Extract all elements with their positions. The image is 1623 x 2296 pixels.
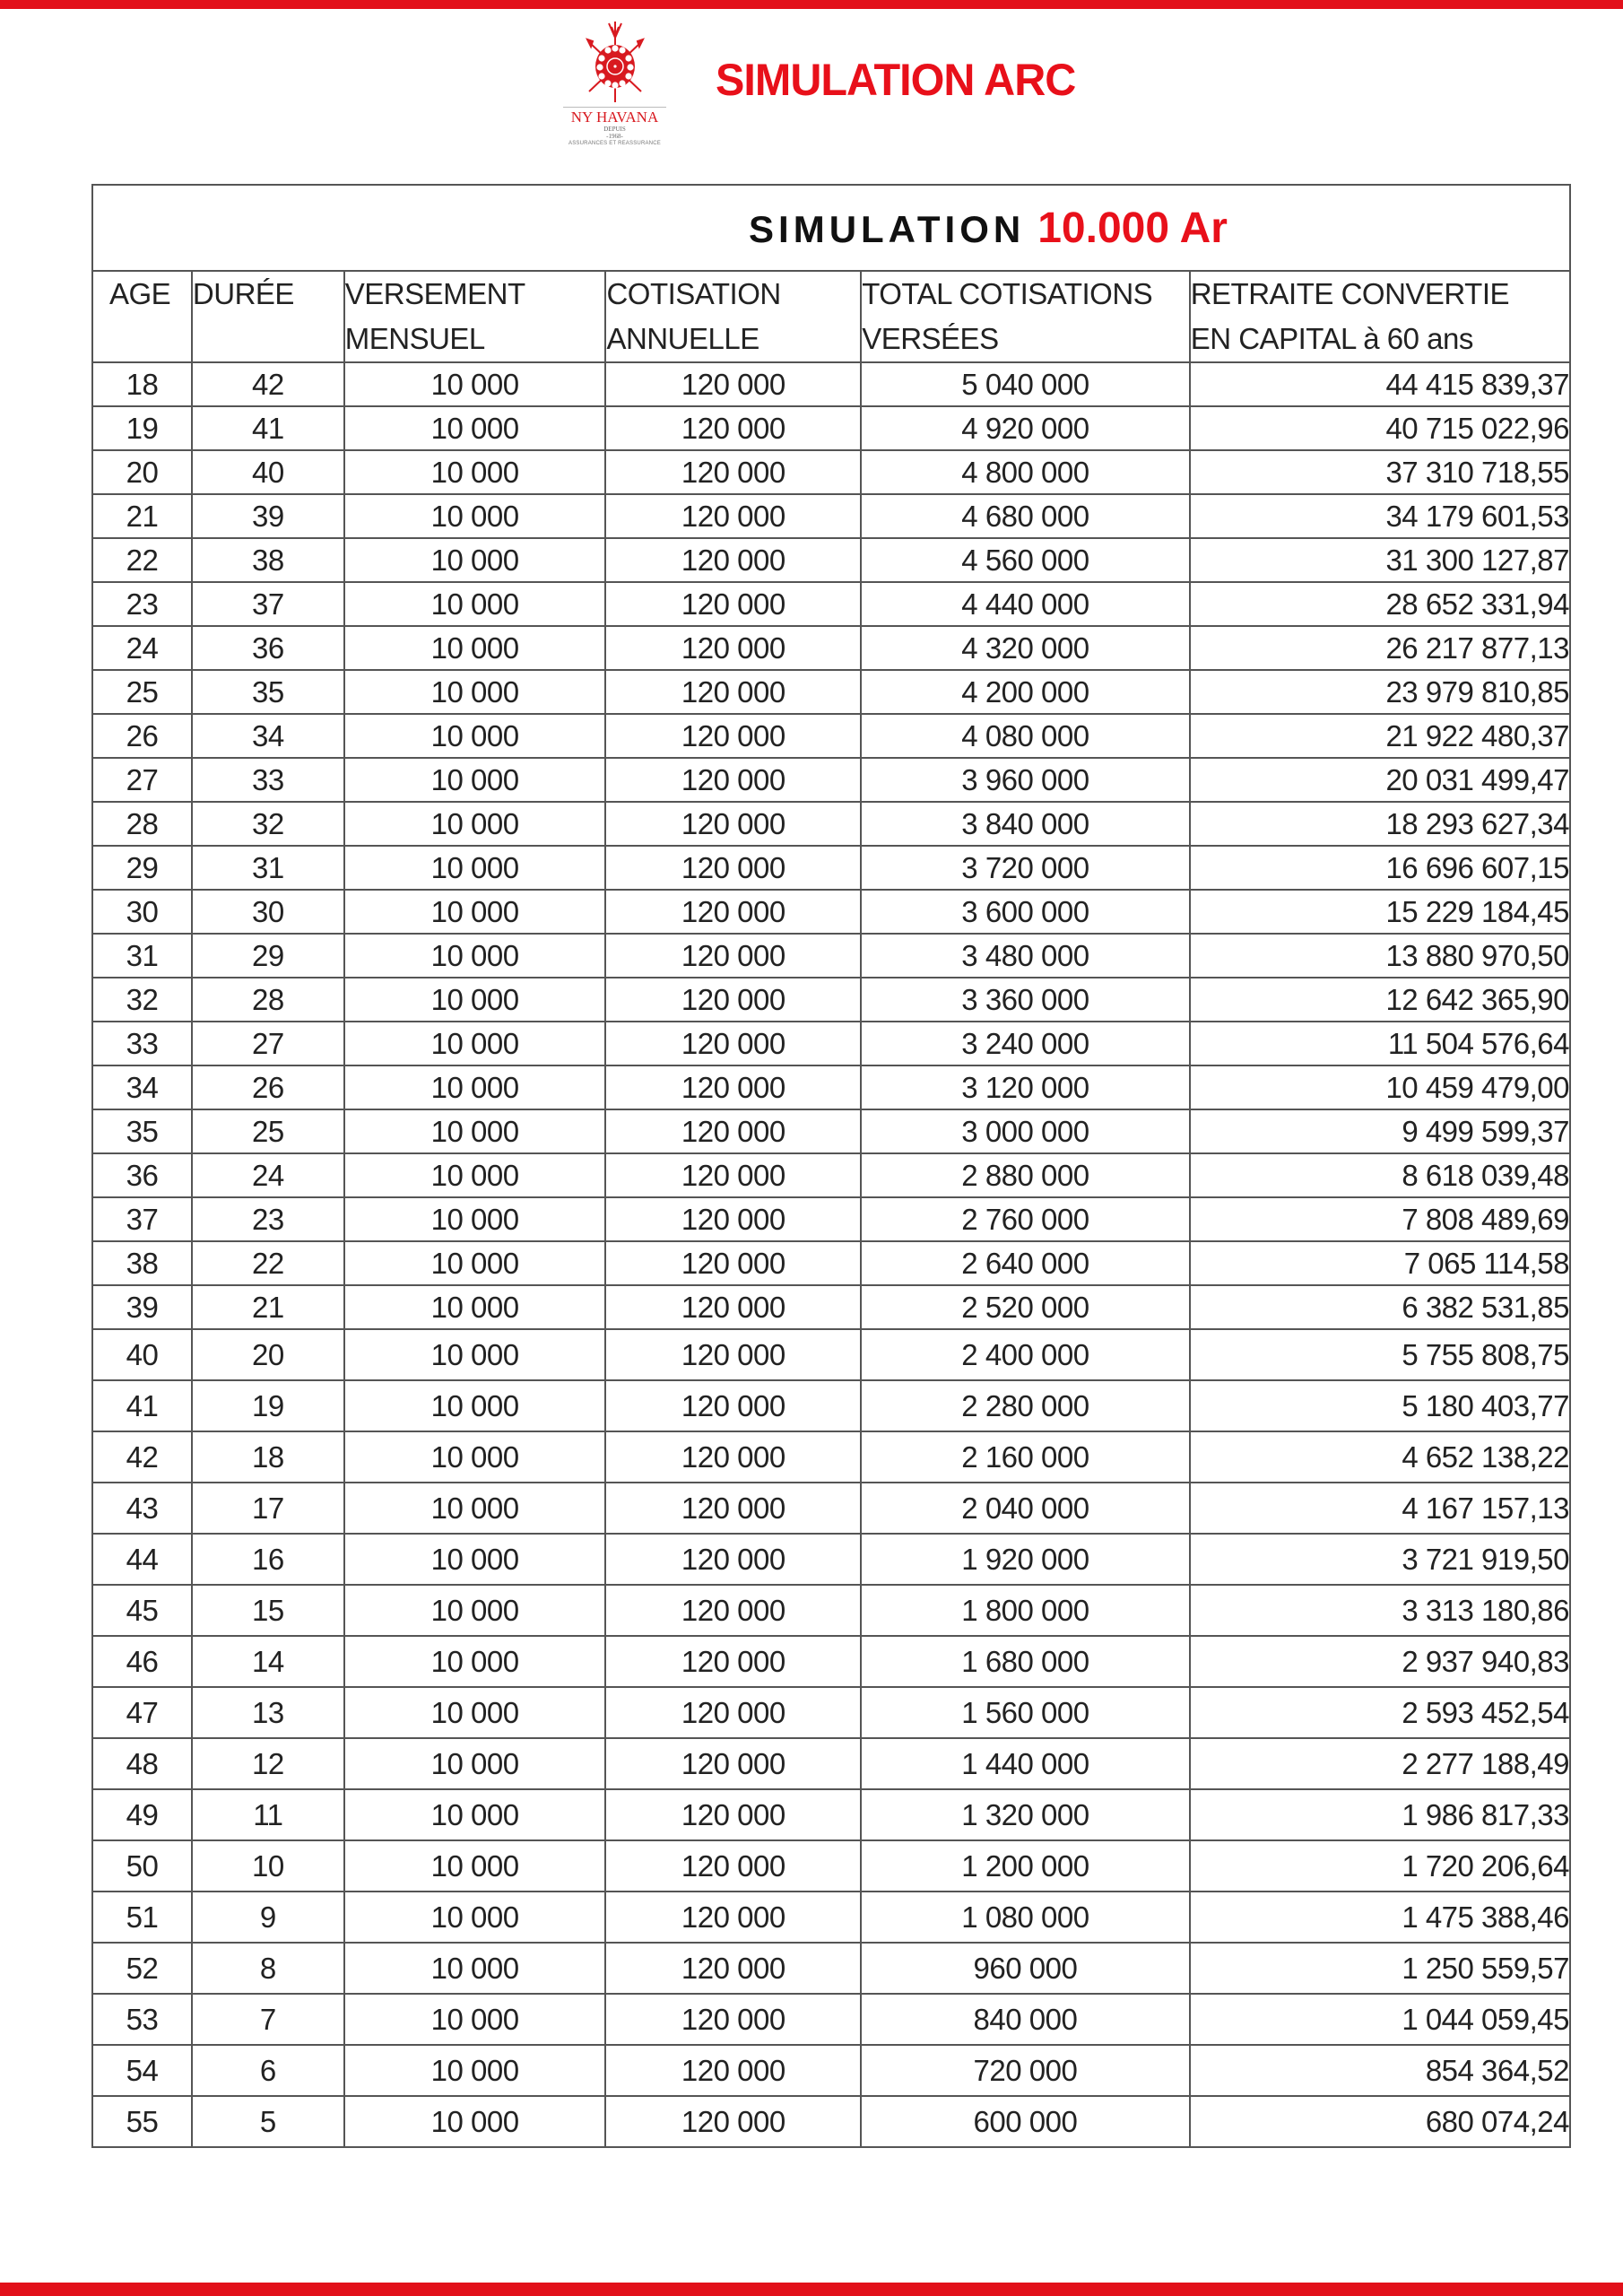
cell-versement-mensuel: 10 000 [344,714,606,758]
cell-age: 35 [92,1109,192,1153]
cell-duree: 40 [192,450,344,494]
cell-cotisation-annuelle: 120 000 [605,1687,861,1738]
cell-age: 34 [92,1065,192,1109]
cell-retraite-capital: 20 031 499,47 [1190,758,1570,802]
cell-age: 51 [92,1892,192,1943]
cell-age: 28 [92,802,192,846]
cell-total-cotisations: 3 840 000 [861,802,1190,846]
cell-total-cotisations: 840 000 [861,1994,1190,2045]
column-header-duree: DURÉE [192,271,344,362]
cell-total-cotisations: 5 040 000 [861,362,1190,406]
cell-age: 50 [92,1840,192,1892]
cell-total-cotisations: 1 200 000 [861,1840,1190,1892]
cell-age: 43 [92,1483,192,1534]
cell-age: 40 [92,1329,192,1380]
table-row [92,1483,1570,1534]
cell-age: 55 [92,2096,192,2147]
cell-versement-mensuel: 10 000 [344,1636,606,1687]
cell-retraite-capital: 5 180 403,77 [1190,1380,1570,1431]
cell-versement-mensuel: 10 000 [344,1431,606,1483]
cell-versement-mensuel: 10 000 [344,1065,606,1109]
cell-duree: 28 [192,978,344,1022]
cell-retraite-capital: 1 720 206,64 [1190,1840,1570,1892]
cell-duree: 19 [192,1380,344,1431]
table-row [92,1789,1570,1840]
table-row [92,1840,1570,1892]
cell-total-cotisations: 4 320 000 [861,626,1190,670]
cell-total-cotisations: 2 640 000 [861,1241,1190,1285]
cell-cotisation-annuelle: 120 000 [605,890,861,934]
cell-duree: 27 [192,1022,344,1065]
simulation-table [91,184,1571,2148]
cell-duree: 11 [192,1789,344,1840]
cell-age: 44 [92,1534,192,1585]
cell-retraite-capital: 28 652 331,94 [1190,582,1570,626]
table-row [92,450,1570,494]
cell-age: 53 [92,1994,192,2045]
cell-total-cotisations: 3 000 000 [861,1109,1190,1153]
cell-duree: 39 [192,494,344,538]
cell-duree: 14 [192,1636,344,1687]
cell-age: 36 [92,1153,192,1197]
top-red-bar [0,0,1623,9]
cell-duree: 25 [192,1109,344,1153]
cell-age: 31 [92,934,192,978]
table-title-amount: 10.000 Ar [1037,204,1228,252]
cell-duree: 16 [192,1534,344,1585]
cell-total-cotisations: 3 240 000 [861,1022,1190,1065]
cell-cotisation-annuelle: 120 000 [605,846,861,890]
cell-age: 21 [92,494,192,538]
cell-versement-mensuel: 10 000 [344,802,606,846]
cell-cotisation-annuelle: 120 000 [605,1065,861,1109]
cell-retraite-capital: 23 979 810,85 [1190,670,1570,714]
cell-age: 33 [92,1022,192,1065]
cell-duree: 9 [192,1892,344,1943]
cell-total-cotisations: 4 680 000 [861,494,1190,538]
cell-cotisation-annuelle: 120 000 [605,1431,861,1483]
cell-age: 39 [92,1285,192,1329]
cell-retraite-capital: 1 986 817,33 [1190,1789,1570,1840]
cell-duree: 12 [192,1738,344,1789]
cell-versement-mensuel: 10 000 [344,1994,606,2045]
cell-cotisation-annuelle: 120 000 [605,406,861,450]
table-row [92,538,1570,582]
cell-total-cotisations: 1 440 000 [861,1738,1190,1789]
cell-retraite-capital: 31 300 127,87 [1190,538,1570,582]
cell-duree: 18 [192,1431,344,1483]
cell-versement-mensuel: 10 000 [344,450,606,494]
table-row [92,758,1570,802]
cell-retraite-capital: 2 277 188,49 [1190,1738,1570,1789]
cell-retraite-capital: 854 364,52 [1190,2045,1570,2096]
cell-versement-mensuel: 10 000 [344,1687,606,1738]
cell-versement-mensuel: 10 000 [344,1789,606,1840]
cell-total-cotisations: 2 760 000 [861,1197,1190,1241]
table-row [92,1687,1570,1738]
column-header-retraite-capital: RETRAITE CONVERTIE EN CAPITAL à 60 ans [1190,271,1570,362]
table-row [92,846,1570,890]
table-row [92,802,1570,846]
cell-age: 48 [92,1738,192,1789]
cell-retraite-capital: 4 652 138,22 [1190,1431,1570,1483]
cell-duree: 23 [192,1197,344,1241]
cell-versement-mensuel: 10 000 [344,362,606,406]
cell-duree: 41 [192,406,344,450]
logo-tagline: ASSURANCES ET REASSURANCE [568,141,661,146]
cell-duree: 42 [192,362,344,406]
cell-cotisation-annuelle: 120 000 [605,1483,861,1534]
cell-cotisation-annuelle: 120 000 [605,758,861,802]
cell-total-cotisations: 2 160 000 [861,1431,1190,1483]
cell-retraite-capital: 2 937 940,83 [1190,1636,1570,1687]
cell-versement-mensuel: 10 000 [344,538,606,582]
table-row [92,1285,1570,1329]
cell-cotisation-annuelle: 120 000 [605,582,861,626]
cell-age: 52 [92,1943,192,1994]
cell-total-cotisations: 4 080 000 [861,714,1190,758]
table-title-prefix: SIMULATION [749,207,1026,250]
column-header-versement-mensuel: VERSEMENT MENSUEL [344,271,606,362]
cell-cotisation-annuelle: 120 000 [605,1534,861,1585]
cell-cotisation-annuelle: 120 000 [605,1840,861,1892]
cell-age: 49 [92,1789,192,1840]
table-row [92,1329,1570,1380]
cell-total-cotisations: 1 800 000 [861,1585,1190,1636]
table-row [92,670,1570,714]
cell-duree: 22 [192,1241,344,1285]
logo-since-label: DEPUIS [603,126,626,133]
cell-cotisation-annuelle: 120 000 [605,1109,861,1153]
cell-retraite-capital: 18 293 627,34 [1190,802,1570,846]
cell-duree: 7 [192,1994,344,2045]
cell-age: 23 [92,582,192,626]
cell-retraite-capital: 7 808 489,69 [1190,1197,1570,1241]
cell-retraite-capital: 3 721 919,50 [1190,1534,1570,1585]
table-title [749,204,1228,253]
table-row [92,934,1570,978]
table-row [92,626,1570,670]
cell-age: 32 [92,978,192,1022]
cell-duree: 5 [192,2096,344,2147]
cell-total-cotisations: 2 400 000 [861,1329,1190,1380]
cell-total-cotisations: 600 000 [861,2096,1190,2147]
table-row [92,494,1570,538]
cell-retraite-capital: 16 696 607,15 [1190,846,1570,890]
cell-cotisation-annuelle: 120 000 [605,2096,861,2147]
cell-retraite-capital: 2 593 452,54 [1190,1687,1570,1738]
cell-total-cotisations: 960 000 [861,1943,1190,1994]
cell-age: 38 [92,1241,192,1285]
cell-duree: 36 [192,626,344,670]
table-row [92,1636,1570,1687]
cell-age: 54 [92,2045,192,2096]
cell-age: 41 [92,1380,192,1431]
cell-versement-mensuel: 10 000 [344,2045,606,2096]
cell-versement-mensuel: 10 000 [344,670,606,714]
cell-cotisation-annuelle: 120 000 [605,1789,861,1840]
cell-versement-mensuel: 10 000 [344,494,606,538]
cell-duree: 24 [192,1153,344,1197]
cell-cotisation-annuelle: 120 000 [605,714,861,758]
cell-cotisation-annuelle: 120 000 [605,1241,861,1285]
cell-retraite-capital: 34 179 601,53 [1190,494,1570,538]
cell-cotisation-annuelle: 120 000 [605,362,861,406]
cell-versement-mensuel: 10 000 [344,1109,606,1153]
cell-versement-mensuel: 10 000 [344,1380,606,1431]
cell-retraite-capital: 8 618 039,48 [1190,1153,1570,1197]
cell-duree: 33 [192,758,344,802]
cell-age: 25 [92,670,192,714]
table-row [92,406,1570,450]
cell-versement-mensuel: 10 000 [344,582,606,626]
cell-cotisation-annuelle: 120 000 [605,2045,861,2096]
cell-duree: 31 [192,846,344,890]
cell-total-cotisations: 3 480 000 [861,934,1190,978]
table-row [92,2096,1570,2147]
cell-cotisation-annuelle: 120 000 [605,1022,861,1065]
cell-versement-mensuel: 10 000 [344,626,606,670]
cell-cotisation-annuelle: 120 000 [605,1994,861,2045]
cell-age: 37 [92,1197,192,1241]
cell-retraite-capital: 1 044 059,45 [1190,1994,1570,2045]
cell-retraite-capital: 5 755 808,75 [1190,1329,1570,1380]
cell-versement-mensuel: 10 000 [344,1943,606,1994]
cell-duree: 34 [192,714,344,758]
cell-retraite-capital: 3 313 180,86 [1190,1585,1570,1636]
table-row [92,1109,1570,1153]
cell-duree: 32 [192,802,344,846]
cell-age: 20 [92,450,192,494]
cell-age: 24 [92,626,192,670]
cell-retraite-capital: 10 459 479,00 [1190,1065,1570,1109]
table-title-row [92,185,1570,271]
cell-versement-mensuel: 10 000 [344,846,606,890]
cell-retraite-capital: 44 415 839,37 [1190,362,1570,406]
cell-versement-mensuel: 10 000 [344,1585,606,1636]
cell-age: 30 [92,890,192,934]
cell-cotisation-annuelle: 120 000 [605,1285,861,1329]
cell-retraite-capital: 7 065 114,58 [1190,1241,1570,1285]
cell-duree: 30 [192,890,344,934]
cell-versement-mensuel: 10 000 [344,1197,606,1241]
cell-cotisation-annuelle: 120 000 [605,626,861,670]
cell-cotisation-annuelle: 120 000 [605,802,861,846]
cell-duree: 17 [192,1483,344,1534]
table-row [92,978,1570,1022]
cell-cotisation-annuelle: 120 000 [605,1153,861,1197]
cell-versement-mensuel: 10 000 [344,406,606,450]
table-row [92,1534,1570,1585]
cell-retraite-capital: 11 504 576,64 [1190,1022,1570,1065]
cell-age: 26 [92,714,192,758]
cell-total-cotisations: 4 560 000 [861,538,1190,582]
cell-age: 45 [92,1585,192,1636]
cell-total-cotisations: 2 880 000 [861,1153,1190,1197]
table-row [92,1153,1570,1197]
shield-spears-emblem-icon [584,20,647,105]
cell-duree: 8 [192,1943,344,1994]
table-header-row [92,271,1570,362]
cell-duree: 10 [192,1840,344,1892]
cell-retraite-capital: 15 229 184,45 [1190,890,1570,934]
cell-cotisation-annuelle: 120 000 [605,1892,861,1943]
cell-total-cotisations: 1 560 000 [861,1687,1190,1738]
cell-age: 18 [92,362,192,406]
column-header-age: AGE [92,271,192,362]
cell-duree: 29 [192,934,344,978]
cell-versement-mensuel: 10 000 [344,1840,606,1892]
cell-versement-mensuel: 10 000 [344,2096,606,2147]
cell-total-cotisations: 720 000 [861,2045,1190,2096]
cell-retraite-capital: 21 922 480,37 [1190,714,1570,758]
cell-retraite-capital: 13 880 970,50 [1190,934,1570,978]
cell-retraite-capital: 9 499 599,37 [1190,1109,1570,1153]
cell-versement-mensuel: 10 000 [344,1285,606,1329]
cell-versement-mensuel: 10 000 [344,934,606,978]
cell-versement-mensuel: 10 000 [344,1329,606,1380]
table-row [92,1738,1570,1789]
cell-duree: 35 [192,670,344,714]
cell-cotisation-annuelle: 120 000 [605,494,861,538]
cell-duree: 13 [192,1687,344,1738]
cell-cotisation-annuelle: 120 000 [605,978,861,1022]
table-row [92,1197,1570,1241]
cell-age: 46 [92,1636,192,1687]
cell-versement-mensuel: 10 000 [344,978,606,1022]
cell-retraite-capital: 37 310 718,55 [1190,450,1570,494]
table-row [92,1241,1570,1285]
cell-cotisation-annuelle: 120 000 [605,1197,861,1241]
cell-retraite-capital: 4 167 157,13 [1190,1483,1570,1534]
cell-total-cotisations: 1 680 000 [861,1636,1190,1687]
cell-cotisation-annuelle: 120 000 [605,450,861,494]
cell-cotisation-annuelle: 120 000 [605,934,861,978]
column-header-cotisation-annuelle: COTISATION ANNUELLE [605,271,861,362]
table-row [92,1585,1570,1636]
logo-since-year: -1968- [606,133,623,140]
cell-total-cotisations: 2 520 000 [861,1285,1190,1329]
cell-versement-mensuel: 10 000 [344,1483,606,1534]
logo-brand-name: NY HAVANA [563,107,666,126]
cell-duree: 38 [192,538,344,582]
cell-duree: 26 [192,1065,344,1109]
cell-total-cotisations: 2 040 000 [861,1483,1190,1534]
table-row [92,1431,1570,1483]
cell-versement-mensuel: 10 000 [344,890,606,934]
table-row [92,1943,1570,1994]
company-logo [563,20,666,150]
cell-versement-mensuel: 10 000 [344,1241,606,1285]
bottom-red-bar [0,2283,1623,2296]
cell-retraite-capital: 680 074,24 [1190,2096,1570,2147]
cell-age: 19 [92,406,192,450]
cell-duree: 37 [192,582,344,626]
cell-duree: 20 [192,1329,344,1380]
cell-age: 22 [92,538,192,582]
cell-total-cotisations: 4 920 000 [861,406,1190,450]
cell-total-cotisations: 3 600 000 [861,890,1190,934]
cell-duree: 21 [192,1285,344,1329]
cell-total-cotisations: 3 120 000 [861,1065,1190,1109]
cell-total-cotisations: 2 280 000 [861,1380,1190,1431]
cell-total-cotisations: 1 080 000 [861,1892,1190,1943]
cell-cotisation-annuelle: 120 000 [605,1585,861,1636]
cell-duree: 6 [192,2045,344,2096]
cell-retraite-capital: 26 217 877,13 [1190,626,1570,670]
cell-age: 29 [92,846,192,890]
table-row [92,714,1570,758]
cell-total-cotisations: 3 720 000 [861,846,1190,890]
cell-age: 42 [92,1431,192,1483]
cell-versement-mensuel: 10 000 [344,1892,606,1943]
cell-cotisation-annuelle: 120 000 [605,670,861,714]
cell-retraite-capital: 40 715 022,96 [1190,406,1570,450]
cell-retraite-capital: 12 642 365,90 [1190,978,1570,1022]
cell-versement-mensuel: 10 000 [344,1534,606,1585]
column-header-total-cotisations: TOTAL COTISATIONS VERSÉES [861,271,1190,362]
cell-versement-mensuel: 10 000 [344,1738,606,1789]
cell-versement-mensuel: 10 000 [344,758,606,802]
cell-cotisation-annuelle: 120 000 [605,1329,861,1380]
table-row [92,1380,1570,1431]
table-row [92,1065,1570,1109]
cell-retraite-capital: 6 382 531,85 [1190,1285,1570,1329]
cell-total-cotisations: 4 200 000 [861,670,1190,714]
cell-age: 27 [92,758,192,802]
page-title: SIMULATION ARC [716,55,1076,105]
cell-duree: 15 [192,1585,344,1636]
cell-total-cotisations: 4 440 000 [861,582,1190,626]
table-row [92,362,1570,406]
cell-cotisation-annuelle: 120 000 [605,1738,861,1789]
cell-total-cotisations: 3 360 000 [861,978,1190,1022]
cell-retraite-capital: 1 475 388,46 [1190,1892,1570,1943]
cell-versement-mensuel: 10 000 [344,1153,606,1197]
table-row [92,1892,1570,1943]
table-row [92,890,1570,934]
cell-cotisation-annuelle: 120 000 [605,1380,861,1431]
cell-total-cotisations: 1 920 000 [861,1534,1190,1585]
cell-total-cotisations: 1 320 000 [861,1789,1190,1840]
table-row [92,582,1570,626]
table-row [92,1022,1570,1065]
cell-retraite-capital: 1 250 559,57 [1190,1943,1570,1994]
cell-cotisation-annuelle: 120 000 [605,538,861,582]
cell-total-cotisations: 3 960 000 [861,758,1190,802]
table-row [92,2045,1570,2096]
cell-versement-mensuel: 10 000 [344,1022,606,1065]
cell-total-cotisations: 4 800 000 [861,450,1190,494]
cell-cotisation-annuelle: 120 000 [605,1636,861,1687]
table-row [92,1994,1570,2045]
cell-age: 47 [92,1687,192,1738]
cell-cotisation-annuelle: 120 000 [605,1943,861,1994]
